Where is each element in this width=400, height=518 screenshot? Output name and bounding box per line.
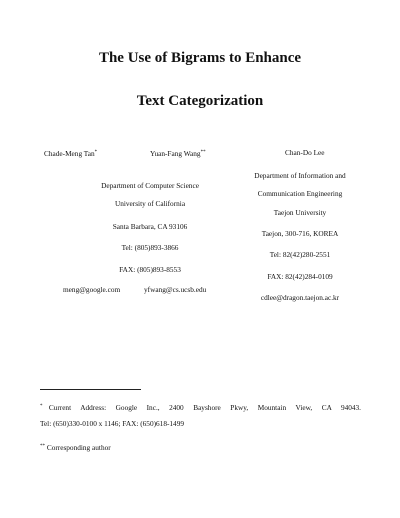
department: Communication Engineering	[257, 189, 343, 198]
author-email: cdlee@dragon.taejon.ac.kr	[260, 293, 340, 302]
telephone: Tel: (805)893-3866	[121, 243, 179, 252]
paper-title-line-2: Text Categorization	[136, 93, 264, 109]
footnote-rule	[40, 389, 141, 390]
author-name: Yuan-Fang Wang**	[150, 149, 206, 158]
department: Department of Information and	[254, 171, 346, 180]
university: Taejon University	[273, 208, 327, 217]
footnote-1-continued: Tel: (650)330-0100 x 1146; FAX: (650)618-1499	[40, 419, 184, 428]
footnote-mark: **	[40, 444, 45, 449]
author-email: meng@google.com	[63, 285, 121, 294]
author-name: Chade-Meng Tan*	[44, 149, 98, 158]
author-name: Chan-Do Lee	[285, 148, 325, 157]
city-address: Santa Barbara, CA 93106	[112, 222, 188, 231]
department: Department of Computer Science	[101, 181, 199, 190]
telephone: Tel: 82(42)280-2551	[269, 250, 331, 259]
footnote-mark: *	[40, 404, 43, 409]
author-email: yfwang@cs.ucsb.edu	[144, 285, 207, 294]
city-address: Taejon, 300-716, KOREA	[261, 229, 339, 238]
footnote-mark: *	[94, 150, 98, 155]
paper-title-line-1: The Use of Bigrams to Enhance	[98, 50, 302, 66]
footnote-mark: **	[200, 150, 206, 155]
footnote-2: ** Corresponding author	[40, 443, 111, 452]
footnote-1: * Current Address: Google Inc., 2400 Bayshore Pkwy, Mountain View, CA 94043.	[40, 403, 362, 412]
fax: FAX: 82(42)284-0109	[267, 272, 333, 281]
university: University of California	[114, 199, 186, 208]
fax: FAX: (805)893-8553	[119, 265, 181, 274]
